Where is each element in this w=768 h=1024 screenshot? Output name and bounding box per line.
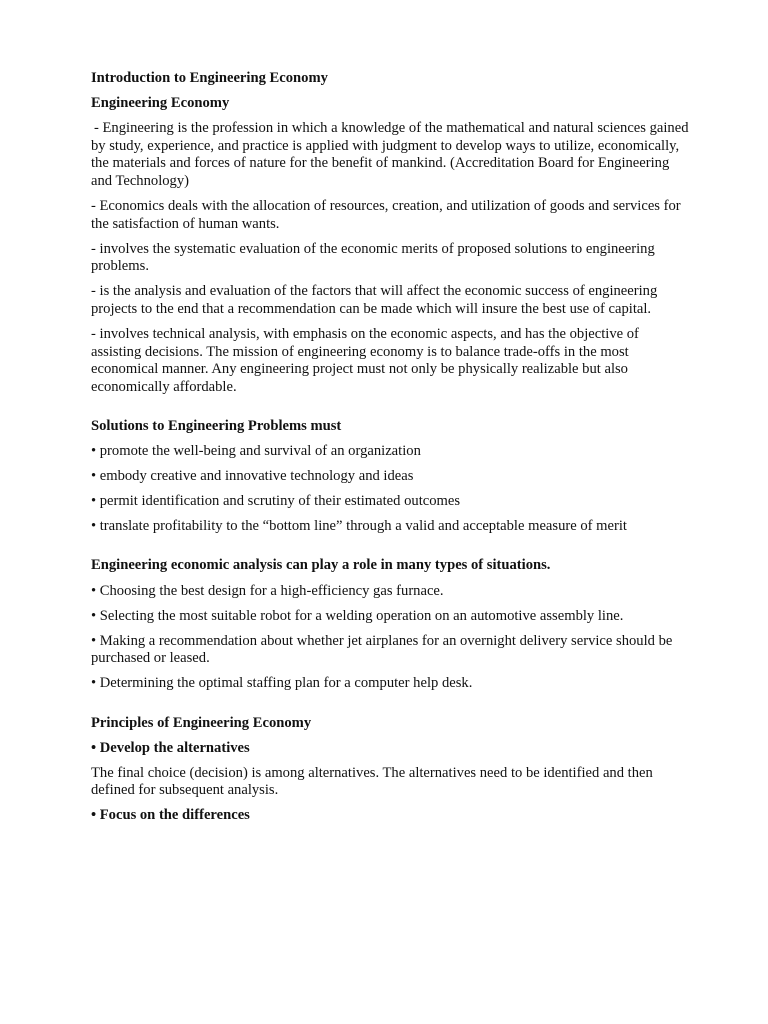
principle-heading-develop-alternatives: • Develop the alternatives (91, 739, 250, 756)
paragraph-technical-analysis: - involves technical analysis, with emphasis on the economic aspects, and has the objective of assisting decisions. The mission of engineering economy is to balance trade-offs in the most economical manner. Any engineering project must not only be physically realizable but also economically affordable. (91, 326, 639, 395)
list-item: • promote the well-being and survival of an organization (91, 443, 421, 460)
list-item: • Selecting the most suitable robot for a welding operation on an automotive assembly line. (91, 607, 624, 624)
spacer (91, 404, 691, 418)
paragraph-economics-definition: - Economics deals with the allocation of resources, creation, and utilization of goods and services for the satisfaction of human wants. (91, 198, 681, 232)
section-heading-principles: Principles of Engineering Economy (91, 714, 312, 731)
document-title: Introduction to Engineering Economy (91, 70, 328, 86)
document-page (91, 70, 691, 833)
section-heading-analysis-situations: Engineering economic analysis can play a role in many types of situations. (91, 557, 551, 574)
principle-heading-focus-differences: • Focus on the differences (91, 807, 250, 824)
spacer (91, 701, 691, 715)
list-item: • permit identification and scrutiny of their estimated outcomes (91, 493, 461, 510)
paragraph-analysis-evaluation: - is the analysis and evaluation of the factors that will affect the economic success of engineering projects to the end that a recommendation can be made which will insure the best use of capital. (91, 283, 658, 318)
spacer (91, 543, 691, 557)
paragraph-systematic-evaluation: - involves the systematic evaluation of the economic merits of proposed solutions to engineering problems. (91, 240, 655, 275)
list-item: • Making a recommendation about whether jet airplanes for an overnight delivery service should be purchased or leased. (91, 632, 673, 667)
paragraph-develop-alternatives: The final choice (decision) is among alternatives. The alternatives need to be identified and then defined for subsequent analysis. (91, 764, 653, 799)
list-item: • Choosing the best design for a high-efficiency gas furnace. (91, 582, 444, 599)
section-heading-solutions: Solutions to Engineering Problems must (91, 418, 342, 434)
list-item: • Determining the optimal staffing plan for a computer help desk. (91, 675, 473, 692)
section-heading-engineering-economy: Engineering Economy (91, 95, 230, 112)
paragraph-engineering-definition: - Engineering is the profession in which a knowledge of the mathematical and natural sciences gained by study, experience, and practice is applied with judgment to develop ways to utilize, economically, the materials and forces of nature for the benefit of mankind. (Accreditation Board for Engineering and Technology) (91, 120, 689, 189)
list-item: • embody creative and innovative technology and ideas (91, 468, 414, 485)
list-item: • translate profitability to the “bottom line” through a valid and acceptable measure of merit (91, 518, 627, 535)
